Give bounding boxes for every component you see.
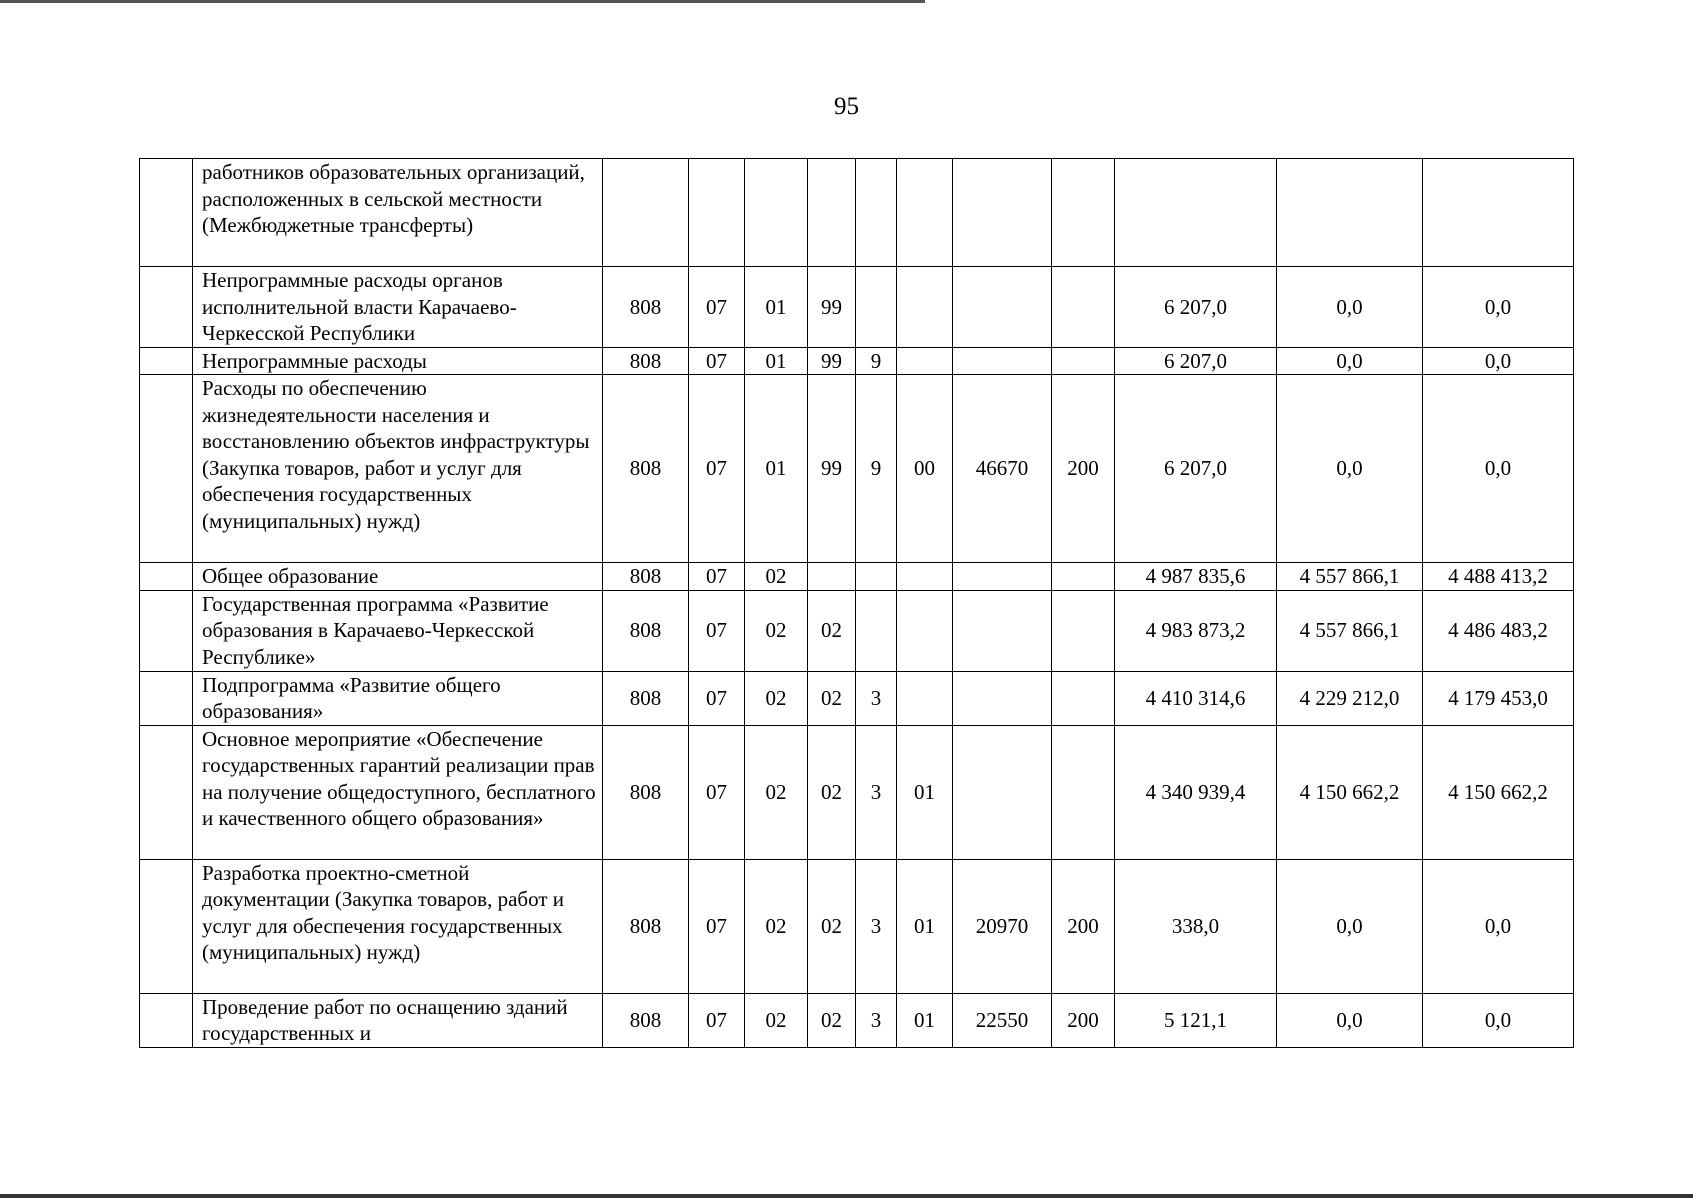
expense-type-code-cell bbox=[1052, 159, 1115, 267]
row-index-cell bbox=[140, 375, 193, 563]
section-code-cell: 07 bbox=[689, 267, 745, 348]
program-code-cell: 99 bbox=[808, 347, 856, 375]
amount-year3-cell: 0,0 bbox=[1423, 859, 1574, 993]
event-code-cell: 01 bbox=[897, 859, 953, 993]
row-index-cell bbox=[140, 159, 193, 267]
direction-code-cell bbox=[953, 725, 1052, 859]
section-code-cell bbox=[689, 159, 745, 267]
program-code-cell: 02 bbox=[808, 993, 856, 1047]
expense-name-cell: Непрограммные расходы bbox=[193, 347, 603, 375]
expense-type-code-cell bbox=[1052, 725, 1115, 859]
direction-code-cell bbox=[953, 159, 1052, 267]
subprogram-code-cell: 9 bbox=[856, 347, 897, 375]
section-code-cell: 07 bbox=[689, 590, 745, 671]
program-code-cell: 02 bbox=[808, 725, 856, 859]
budget-table-body bbox=[140, 159, 1574, 1048]
amount-year3-cell bbox=[1423, 159, 1574, 267]
page-number: 95 bbox=[834, 93, 859, 120]
expense-type-code-cell: 200 bbox=[1052, 859, 1115, 993]
expense-name-cell: работников образовательных организаций, расположенных в сельской местности (Межбюджетные трансферты) bbox=[193, 159, 603, 267]
subsection-code-cell: 02 bbox=[745, 859, 808, 993]
program-code-cell bbox=[808, 563, 856, 591]
subprogram-code-cell bbox=[856, 563, 897, 591]
expense-type-code-cell bbox=[1052, 671, 1115, 725]
amount-year2-cell: 0,0 bbox=[1277, 993, 1423, 1047]
amount-year1-cell: 5 121,1 bbox=[1115, 993, 1277, 1047]
amount-year2-cell: 0,0 bbox=[1277, 347, 1423, 375]
ministry-code-cell: 808 bbox=[603, 375, 689, 563]
subsection-code-cell: 01 bbox=[745, 347, 808, 375]
expense-name-cell: Разработка проектно-сметной документации (Закупка товаров, работ и услуг для обеспечения государственных (муниципальных) нужд) bbox=[193, 859, 603, 993]
subprogram-code-cell bbox=[856, 267, 897, 348]
direction-code-cell: 46670 bbox=[953, 375, 1052, 563]
subsection-code-cell: 02 bbox=[745, 563, 808, 591]
event-code-cell bbox=[897, 347, 953, 375]
subprogram-code-cell bbox=[856, 590, 897, 671]
program-code-cell: 02 bbox=[808, 859, 856, 993]
amount-year3-cell: 4 488 413,2 bbox=[1423, 563, 1574, 591]
amount-year3-cell: 0,0 bbox=[1423, 375, 1574, 563]
expense-type-code-cell bbox=[1052, 347, 1115, 375]
scan-bottom-edge-line bbox=[0, 1194, 1693, 1198]
ministry-code-cell: 808 bbox=[603, 725, 689, 859]
expense-name-cell: Подпрограмма «Развитие общего образования» bbox=[193, 671, 603, 725]
subsection-code-cell: 01 bbox=[745, 375, 808, 563]
subprogram-code-cell: 3 bbox=[856, 725, 897, 859]
table-row bbox=[140, 159, 1574, 267]
amount-year2-cell: 0,0 bbox=[1277, 375, 1423, 563]
expense-name-cell: Государственная программа «Развитие образования в Карачаево-Черкесской Республике» bbox=[193, 590, 603, 671]
expense-type-code-cell bbox=[1052, 590, 1115, 671]
amount-year1-cell: 4 410 314,6 bbox=[1115, 671, 1277, 725]
amount-year3-cell: 4 486 483,2 bbox=[1423, 590, 1574, 671]
direction-code-cell bbox=[953, 267, 1052, 348]
section-code-cell: 07 bbox=[689, 993, 745, 1047]
row-index-cell bbox=[140, 347, 193, 375]
table-row bbox=[140, 671, 1574, 725]
section-code-cell: 07 bbox=[689, 347, 745, 375]
amount-year2-cell: 0,0 bbox=[1277, 859, 1423, 993]
amount-year3-cell: 0,0 bbox=[1423, 993, 1574, 1047]
subsection-code-cell: 02 bbox=[745, 671, 808, 725]
amount-year1-cell: 6 207,0 bbox=[1115, 347, 1277, 375]
direction-code-cell: 20970 bbox=[953, 859, 1052, 993]
ministry-code-cell: 808 bbox=[603, 671, 689, 725]
event-code-cell bbox=[897, 590, 953, 671]
program-code-cell: 02 bbox=[808, 671, 856, 725]
row-index-cell bbox=[140, 993, 193, 1047]
table-row bbox=[140, 375, 1574, 563]
subprogram-code-cell: 3 bbox=[856, 993, 897, 1047]
subsection-code-cell: 02 bbox=[745, 590, 808, 671]
section-code-cell: 07 bbox=[689, 375, 745, 563]
row-index-cell bbox=[140, 563, 193, 591]
amount-year3-cell: 0,0 bbox=[1423, 347, 1574, 375]
amount-year2-cell: 4 557 866,1 bbox=[1277, 563, 1423, 591]
event-code-cell: 00 bbox=[897, 375, 953, 563]
subsection-code-cell: 02 bbox=[745, 725, 808, 859]
ministry-code-cell: 808 bbox=[603, 563, 689, 591]
ministry-code-cell: 808 bbox=[603, 590, 689, 671]
event-code-cell bbox=[897, 267, 953, 348]
direction-code-cell: 22550 bbox=[953, 993, 1052, 1047]
program-code-cell: 02 bbox=[808, 590, 856, 671]
subprogram-code-cell: 9 bbox=[856, 375, 897, 563]
subprogram-code-cell: 3 bbox=[856, 859, 897, 993]
direction-code-cell bbox=[953, 347, 1052, 375]
amount-year3-cell: 4 150 662,2 bbox=[1423, 725, 1574, 859]
program-code-cell: 99 bbox=[808, 267, 856, 348]
expense-name-cell: Проведение работ по оснащению зданий государственных и bbox=[193, 993, 603, 1047]
section-code-cell: 07 bbox=[689, 563, 745, 591]
section-code-cell: 07 bbox=[689, 671, 745, 725]
table-row bbox=[140, 725, 1574, 859]
expense-type-code-cell: 200 bbox=[1052, 993, 1115, 1047]
expense-name-cell: Общее образование bbox=[193, 563, 603, 591]
amount-year1-cell bbox=[1115, 159, 1277, 267]
subsection-code-cell bbox=[745, 159, 808, 267]
table-row bbox=[140, 563, 1574, 591]
direction-code-cell bbox=[953, 563, 1052, 591]
row-index-cell bbox=[140, 671, 193, 725]
ministry-code-cell: 808 bbox=[603, 993, 689, 1047]
ministry-code-cell: 808 bbox=[603, 859, 689, 993]
row-index-cell bbox=[140, 590, 193, 671]
program-code-cell: 99 bbox=[808, 375, 856, 563]
amount-year1-cell: 4 987 835,6 bbox=[1115, 563, 1277, 591]
subprogram-code-cell bbox=[856, 159, 897, 267]
table-row bbox=[140, 267, 1574, 348]
row-index-cell bbox=[140, 859, 193, 993]
amount-year2-cell: 4 150 662,2 bbox=[1277, 725, 1423, 859]
event-code-cell: 01 bbox=[897, 725, 953, 859]
event-code-cell bbox=[897, 159, 953, 267]
subprogram-code-cell: 3 bbox=[856, 671, 897, 725]
amount-year3-cell: 0,0 bbox=[1423, 267, 1574, 348]
expense-type-code-cell: 200 bbox=[1052, 375, 1115, 563]
table-row bbox=[140, 993, 1574, 1047]
event-code-cell bbox=[897, 671, 953, 725]
amount-year2-cell: 0,0 bbox=[1277, 267, 1423, 348]
amount-year1-cell: 4 983 873,2 bbox=[1115, 590, 1277, 671]
subsection-code-cell: 01 bbox=[745, 267, 808, 348]
amount-year3-cell: 4 179 453,0 bbox=[1423, 671, 1574, 725]
program-code-cell bbox=[808, 159, 856, 267]
section-code-cell: 07 bbox=[689, 859, 745, 993]
ministry-code-cell bbox=[603, 159, 689, 267]
expense-name-cell: Основное мероприятие «Обеспечение государственных гарантий реализации прав на получение общедоступного, бесплатного и качественного общего образования» bbox=[193, 725, 603, 859]
subsection-code-cell: 02 bbox=[745, 993, 808, 1047]
row-index-cell bbox=[140, 725, 193, 859]
event-code-cell bbox=[897, 563, 953, 591]
event-code-cell: 01 bbox=[897, 993, 953, 1047]
amount-year1-cell: 338,0 bbox=[1115, 859, 1277, 993]
row-index-cell bbox=[140, 267, 193, 348]
amount-year2-cell: 4 557 866,1 bbox=[1277, 590, 1423, 671]
direction-code-cell bbox=[953, 671, 1052, 725]
scan-top-edge-line bbox=[0, 0, 925, 3]
amount-year1-cell: 4 340 939,4 bbox=[1115, 725, 1277, 859]
amount-year2-cell bbox=[1277, 159, 1423, 267]
amount-year1-cell: 6 207,0 bbox=[1115, 267, 1277, 348]
budget-table bbox=[139, 158, 1574, 1048]
expense-type-code-cell bbox=[1052, 563, 1115, 591]
expense-type-code-cell bbox=[1052, 267, 1115, 348]
table-row bbox=[140, 590, 1574, 671]
expense-name-cell: Непрограммные расходы органов исполнительной власти Карачаево-Черкесской Республики bbox=[193, 267, 603, 348]
direction-code-cell bbox=[953, 590, 1052, 671]
table-row bbox=[140, 859, 1574, 993]
expense-name-cell: Расходы по обеспечению жизнедеятельности населения и восстановлению объектов инфраструктуры (Закупка товаров, работ и услуг для обеспечения государственных (муниципальных) нужд) bbox=[193, 375, 603, 563]
table-row bbox=[140, 347, 1574, 375]
ministry-code-cell: 808 bbox=[603, 347, 689, 375]
ministry-code-cell: 808 bbox=[603, 267, 689, 348]
amount-year1-cell: 6 207,0 bbox=[1115, 375, 1277, 563]
amount-year2-cell: 4 229 212,0 bbox=[1277, 671, 1423, 725]
section-code-cell: 07 bbox=[689, 725, 745, 859]
